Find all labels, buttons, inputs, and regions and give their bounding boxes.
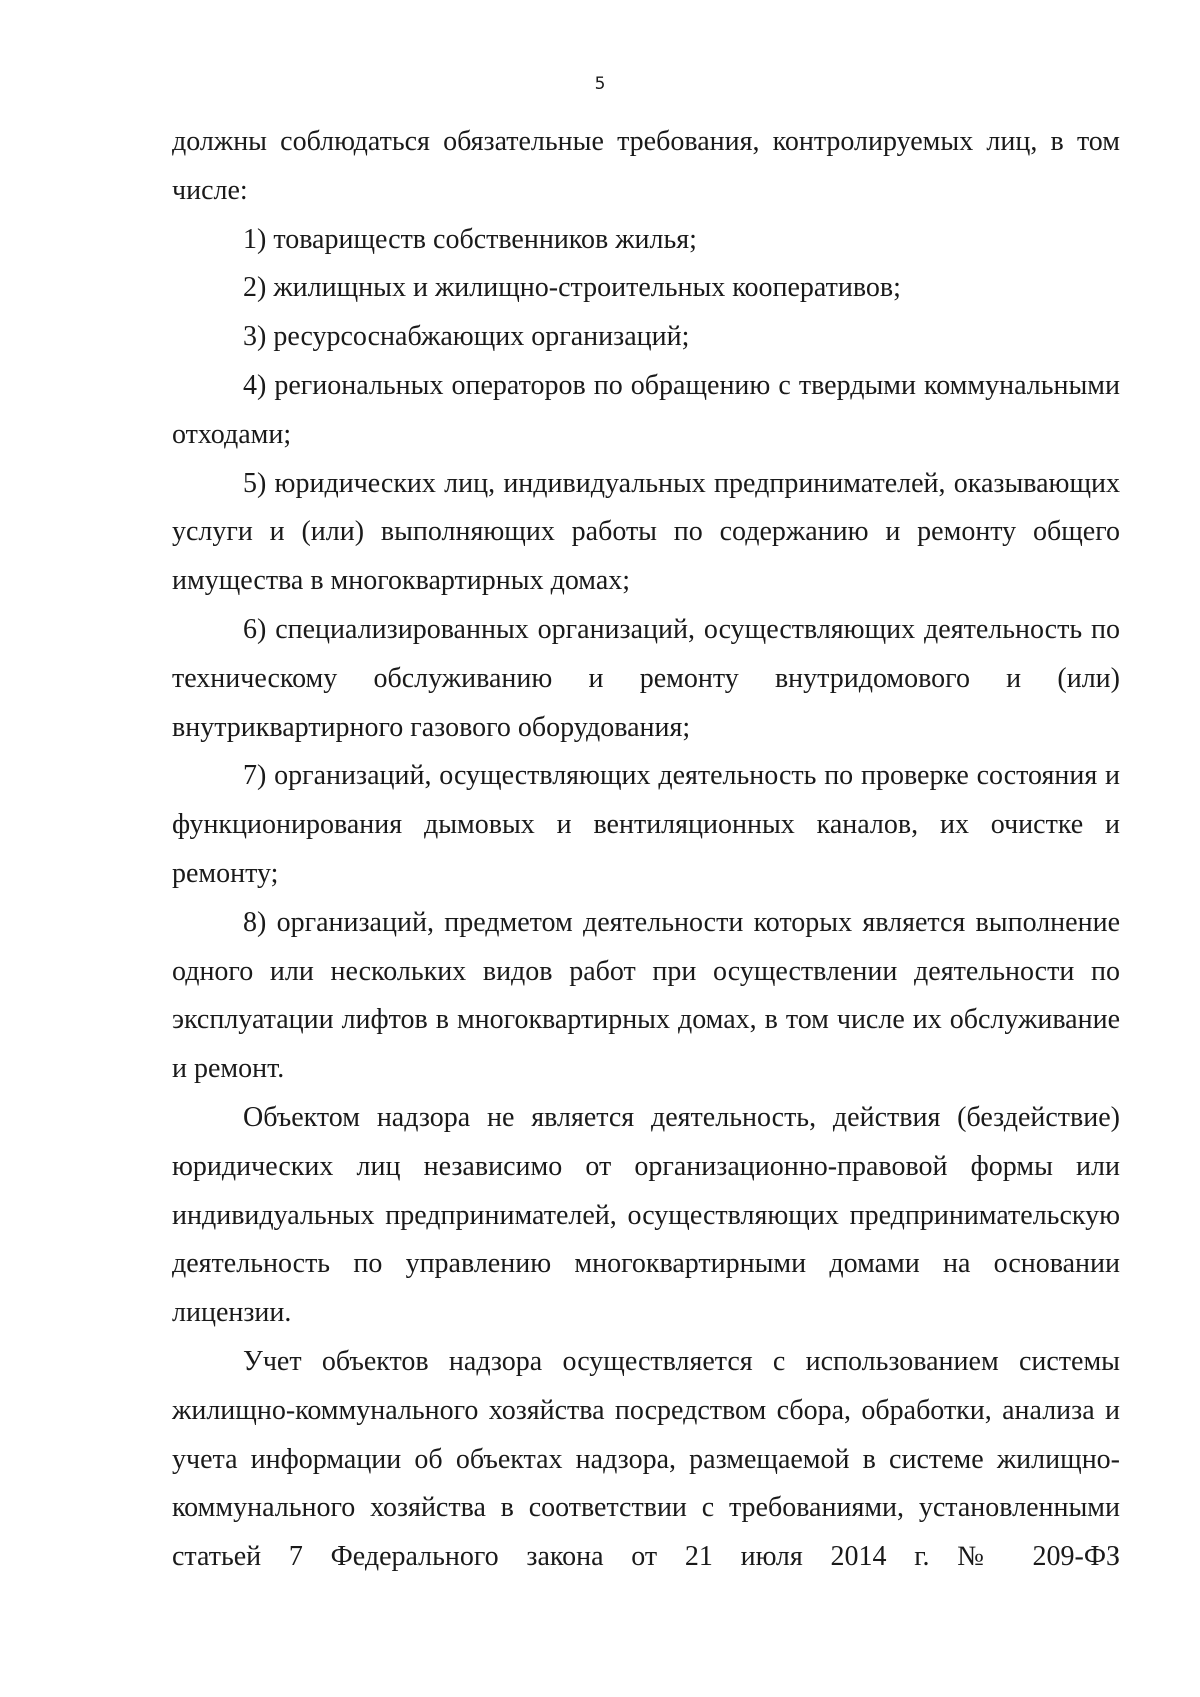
paragraph-exclusion: Объектом надзора не является деятельность, действия (бездействие) юридических лиц независимо от организационно-правовой формы или индивидуальных предпринимателей, осуществляющих предпринимательскую деятельность по управлению многоквартирными домами на основании лицензии.: [172, 1101, 1120, 1329]
list-item-2: 2) жилищных и жилищно-строительных кооперативов;: [243, 272, 901, 304]
list-item-1: 1) товариществ собственников жилья;: [243, 223, 697, 255]
paragraph-accounting: Учет объектов надзора осуществляется с использованием системы жилищно-коммунального хозяйства посредством сбора, обработки, анализа и учета информации об объектах надзора, размещаемой в системе жилищно-коммунального хозяйства в соответствии с требованиями, установленными статьей 7 Федерального закона от 21 июля 2014 г. № 209-ФЗ: [172, 1345, 1120, 1573]
list-item-5: 5) юридических лиц, индивидуальных предпринимателей, оказывающих услуги и (или) выполняющих работы по содержанию и ремонту общего имущества в многоквартирных домах;: [172, 467, 1120, 597]
list-item-8: 8) организаций, предметом деятельности которых является выполнение одного или нескольких видов работ при осуществлении деятельности по эксплуатации лифтов в многоквартирных домах, в том числе их обслуживание и ремонт.: [172, 906, 1120, 1085]
page-number: 5: [594, 74, 606, 94]
paragraph-intro: должны соблюдаться обязательные требования, контролируемых лиц, в том числе:: [172, 126, 1120, 206]
list-item-7: 7) организаций, осуществляющих деятельность по проверке состояния и функционирования дымовых и вентиляционных каналов, их очистке и ремонту;: [172, 760, 1120, 889]
list-item-4: 4) региональных операторов по обращению с твердыми коммунальными отходами;: [172, 369, 1120, 450]
list-item-3: 3) ресурсоснабжающих организаций;: [243, 321, 690, 353]
document-body: [172, 118, 1120, 1582]
list-item-6: 6) специализированных организаций, осуществляющих деятельность по техническому обслуживанию и ремонту внутридомового и (или) внутриквартирного газового оборудования;: [172, 613, 1120, 743]
